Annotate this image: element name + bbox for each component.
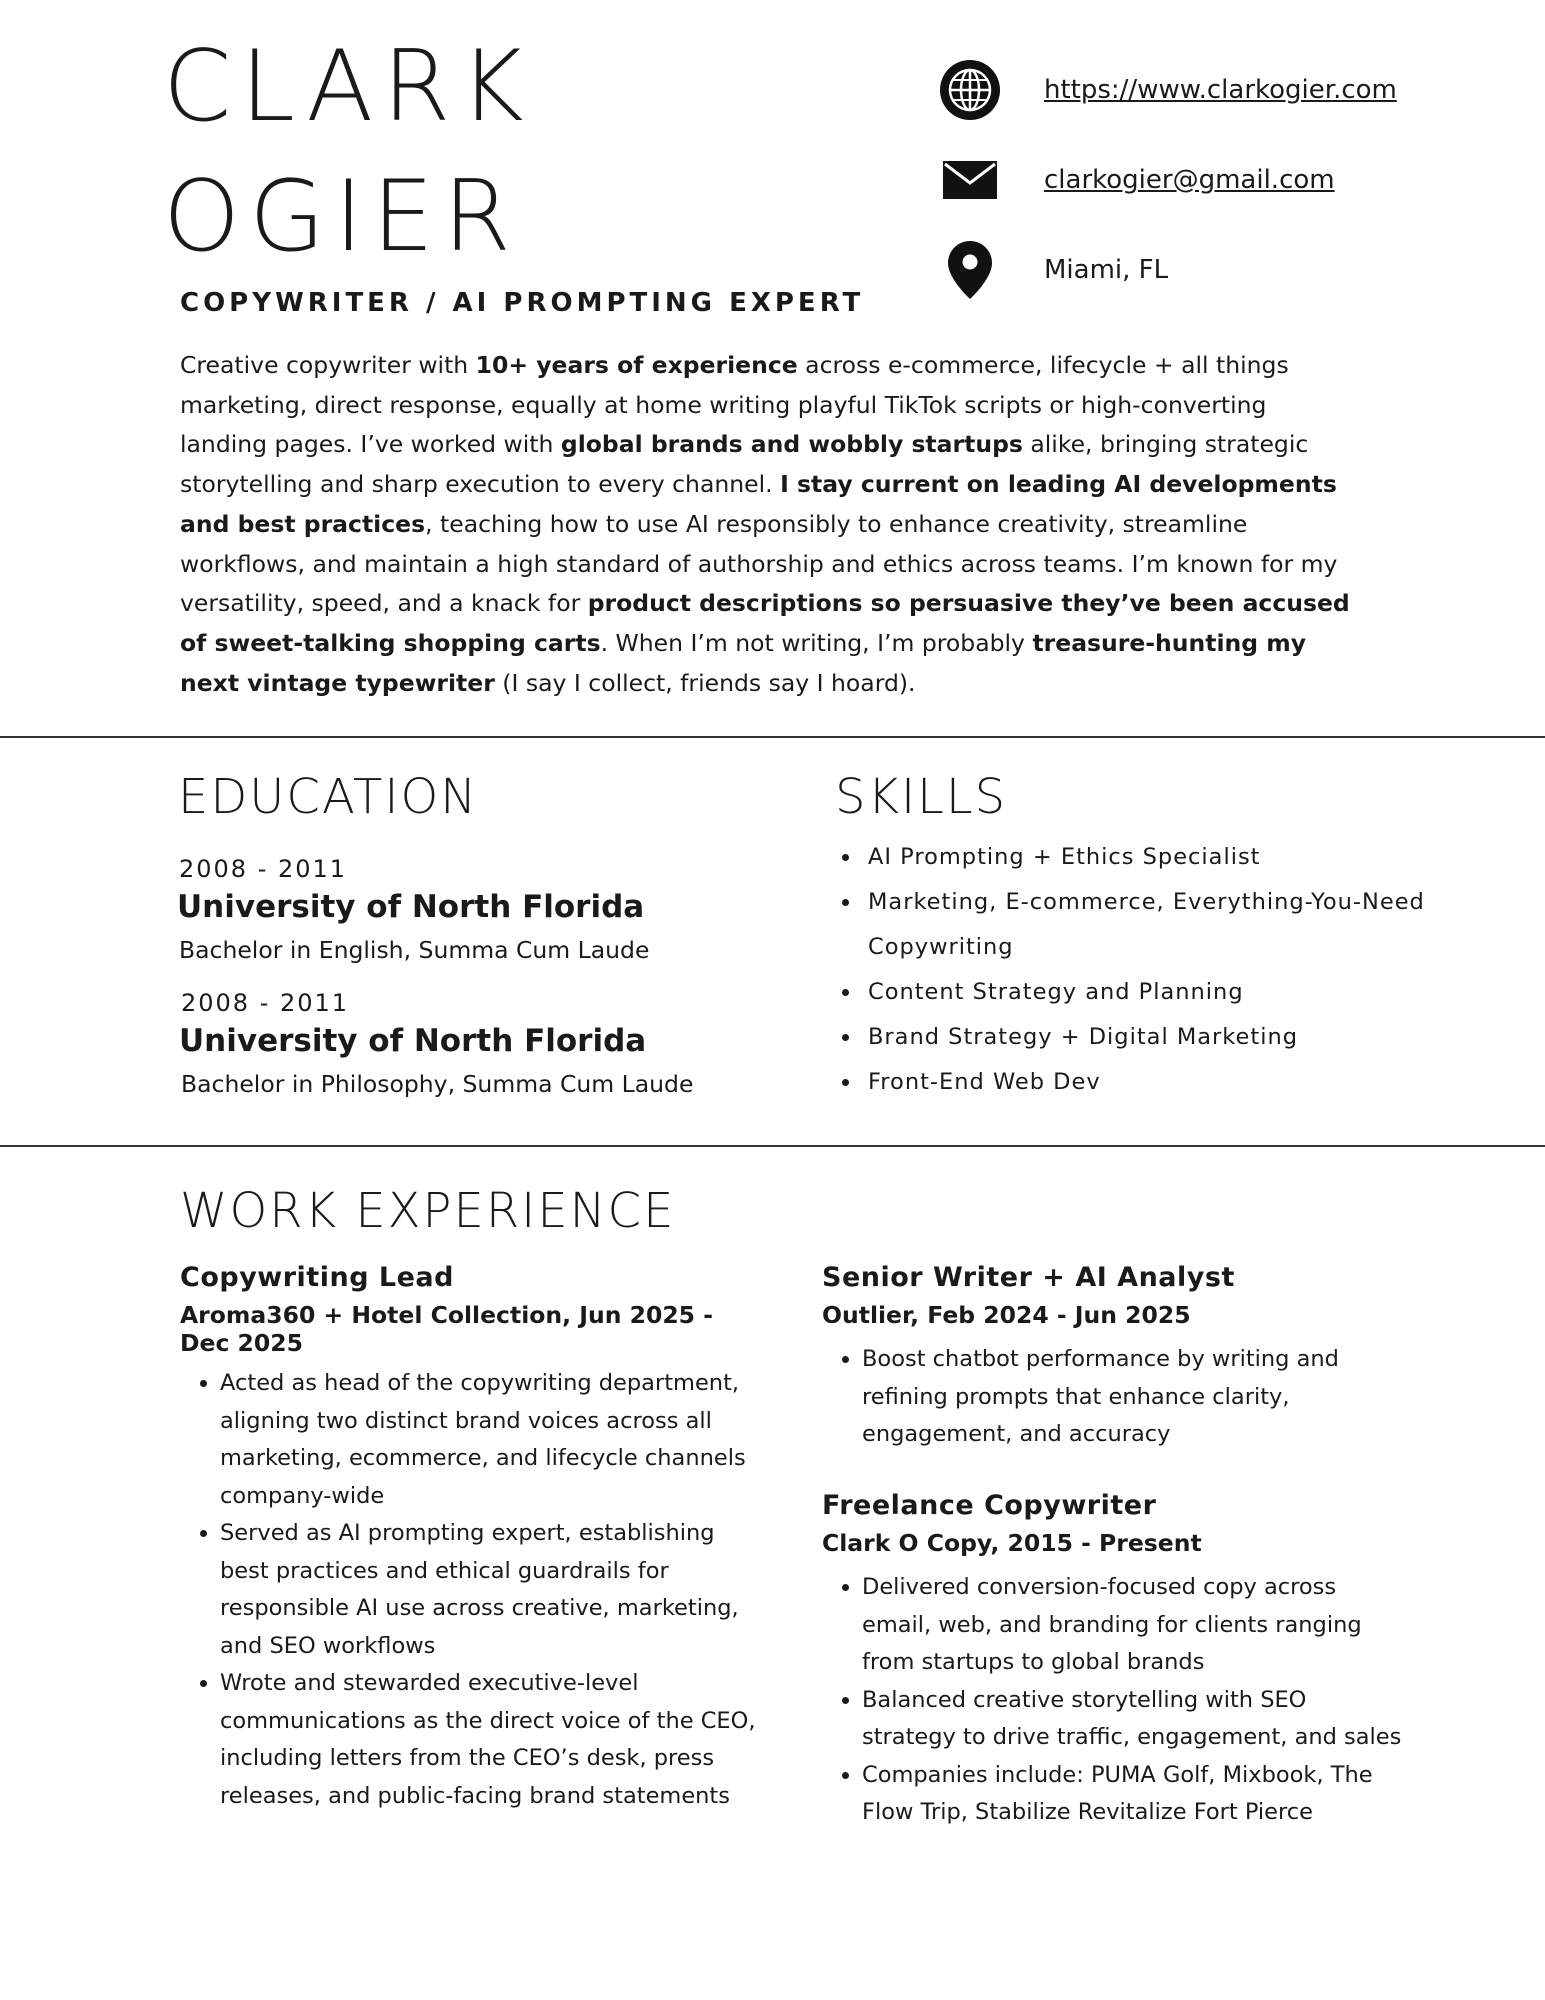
job-title: Senior Writer + AI Analyst xyxy=(822,1262,1235,1293)
education-years: 2008 - 2011 xyxy=(179,855,348,883)
skills-list xyxy=(832,835,1462,1105)
job-company: Outlier, Feb 2024 - Jun 2025 xyxy=(822,1301,1191,1329)
list-item: • Marketing, E-commerce, Everything-You-Need Copywriting xyxy=(862,880,1462,970)
contact-email-row xyxy=(938,145,1335,215)
summary-segment: (I say I collect, friends say I hoard). xyxy=(494,668,916,697)
list-item: • Served as AI prompting expert, establishing best practices and ethical guardrails for responsible AI use across creative, marketing, and SEO workflows xyxy=(220,1515,760,1665)
job-title: Copywriting Lead xyxy=(180,1262,454,1293)
summary-highlight: global brands and wobbly startups xyxy=(560,430,1023,459)
contact-website-row xyxy=(938,55,1397,125)
job-bullets xyxy=(180,1365,760,1815)
website-link[interactable]: https://www.clarkogier.com xyxy=(1044,75,1397,105)
list-item: • Front-End Web Dev xyxy=(862,1060,1462,1105)
summary-segment: alike, bringing strategic storytelling and sharp execution to every channel. xyxy=(180,430,1309,499)
education-heading: EDUCATION xyxy=(178,769,479,825)
divider xyxy=(0,1145,1545,1147)
list-item: • Content Strategy and Planning xyxy=(862,970,1462,1015)
globe-icon xyxy=(938,58,1002,122)
education-degree: Bachelor in Philosophy, Summa Cum Laude xyxy=(181,1070,694,1098)
work-experience-heading: WORK EXPERIENCE xyxy=(180,1183,676,1239)
list-item: • Boost chatbot performance by writing and refining prompts that enhance clarity, engagement, and accuracy xyxy=(862,1341,1402,1454)
list-item: • Acted as head of the copywriting department, aligning two distinct brand voices across all marketing, ecommerce, and lifecycle channels company-wide xyxy=(220,1365,760,1515)
job-company: Aroma360 + Hotel Collection, Jun 2025 - Dec 2025 xyxy=(180,1301,713,1357)
summary-highlight: I stay current on leading AI developments and best practices xyxy=(180,470,1337,538)
job-bullets xyxy=(822,1569,1402,1832)
job-title: Freelance Copywriter xyxy=(822,1490,1157,1521)
first-name: CLARK xyxy=(163,30,533,144)
job-bullets xyxy=(822,1341,1402,1454)
job-company: Clark O Copy, 2015 - Present xyxy=(822,1529,1202,1557)
location-text: Miami, FL xyxy=(1044,255,1169,285)
email-link[interactable]: clarkogier@gmail.com xyxy=(1044,165,1335,195)
divider xyxy=(0,736,1545,738)
job-entry xyxy=(822,1490,1402,1832)
summary-segment: , teaching how to use AI responsibly to enhance creativity, streamline workflows, and maintain a high standard of authorship and ethics across teams. I’m known for my versatility, speed, and a knack for xyxy=(180,509,1338,618)
education-years: 2008 - 2011 xyxy=(181,989,350,1017)
list-item: • Delivered conversion-focused copy across email, web, and branding for clients ranging from startups to global brands xyxy=(862,1569,1402,1682)
education-degree: Bachelor in English, Summa Cum Laude xyxy=(179,936,650,964)
job-entry xyxy=(180,1262,760,1815)
skills-heading: SKILLS xyxy=(835,769,1008,825)
summary-highlight: treasure-hunting my next vintage typewriter xyxy=(180,628,1307,697)
list-item: • Balanced creative storytelling with SEO strategy to drive traffic, engagement, and sales xyxy=(862,1682,1402,1757)
envelope-icon xyxy=(938,148,1002,212)
education-school: University of North Florida xyxy=(177,889,645,925)
summary-highlight: product descriptions so persuasive they’ve been accused of sweet-talking shopping carts xyxy=(180,589,1350,657)
map-pin-icon xyxy=(938,238,1002,302)
list-item: • Brand Strategy + Digital Marketing xyxy=(862,1015,1462,1060)
job-title-headline: COPYWRITER / AI PROMPTING EXPERT xyxy=(180,288,865,318)
summary-segment: . When I’m not writing, I’m probably xyxy=(600,628,1033,657)
job-entry xyxy=(822,1262,1402,1454)
list-item: • AI Prompting + Ethics Specialist xyxy=(862,835,1462,880)
summary-paragraph xyxy=(180,346,1350,703)
last-name: OGIER xyxy=(163,160,520,274)
contact-location-row xyxy=(938,235,1168,305)
list-item: • Wrote and stewarded executive-level communications as the direct voice of the CEO, including letters from the CEO’s desk, press releases, and public-facing brand statements xyxy=(220,1665,760,1815)
list-item: • Companies include: PUMA Golf, Mixbook, The Flow Trip, Stabilize Revitalize Fort Pierce xyxy=(862,1757,1402,1832)
summary-highlight: 10+ years of experience xyxy=(475,351,798,379)
education-school: University of North Florida xyxy=(179,1023,647,1059)
summary-segment: across e-commerce, lifecycle + all things marketing, direct response, equally at home writing playful TikTok scripts or high-converting landing pages. I’ve worked with xyxy=(180,351,1289,459)
summary-segment: Creative copywriter with xyxy=(180,351,476,379)
